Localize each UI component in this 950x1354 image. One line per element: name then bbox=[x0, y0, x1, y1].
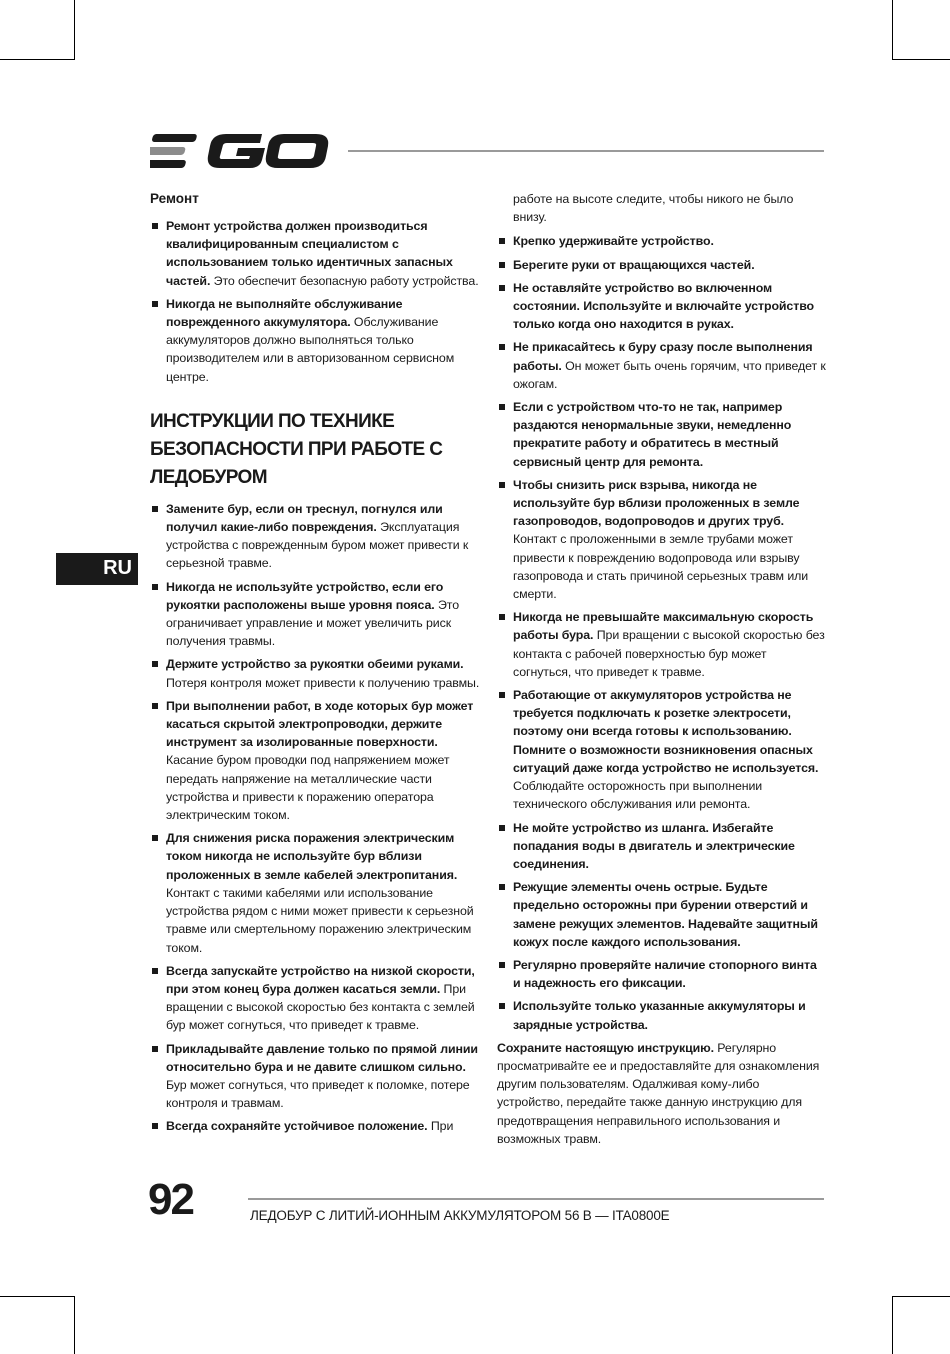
right-safety-list bbox=[497, 232, 827, 1033]
list-item bbox=[150, 829, 480, 956]
list-item-bold: При выполнении работ, в ходе которых бур может касаться скрытой электропроводки, держите инструмент за изолированные поверхности. bbox=[166, 698, 474, 750]
list-item bbox=[150, 500, 480, 573]
list-item-bold: Всегда сохраняйте устойчивое положение. bbox=[166, 1119, 428, 1134]
list-item bbox=[150, 578, 480, 651]
list-item-bold: Чтобы снизить риск взрыва, никогда не используйте бур вблизи проложенных в земле газопроводов, водопроводов и других труб. bbox=[513, 477, 800, 529]
list-item-bold: Прикладывайте давление только по прямой линии относительно бура и не давите слишком сильно. bbox=[166, 1041, 478, 1074]
list-item-text: Контакт с такими кабелями или использование устройства рядом с ними может привести к серьезной травме или смертельному поражению электрическим током. bbox=[166, 885, 474, 955]
list-item-text: Касание буром проводки под напряжением может передать напряжение на металлические части устройства и привести к поражению оператора электрическим током. bbox=[166, 753, 450, 823]
list-item bbox=[150, 1117, 480, 1135]
list-item bbox=[497, 476, 827, 603]
list-item bbox=[497, 956, 827, 992]
language-tab bbox=[56, 553, 138, 585]
list-item bbox=[497, 878, 827, 951]
list-item-bold: Никогда не выполняйте обслуживание поврежденного аккумулятора. bbox=[166, 296, 403, 330]
list-item-bold: Не оставляйте устройство во включенном состоянии. Используйте и включайте устройство только когда оно находится в руках. bbox=[513, 280, 815, 332]
list-item-text: Обслуживание аккумуляторов должно выполняться только производителем или в авторизованном сервисном центре. bbox=[166, 315, 455, 384]
footer-rule bbox=[248, 1198, 824, 1200]
list-item bbox=[497, 279, 827, 334]
ego-logo bbox=[150, 132, 330, 170]
list-item-bold: Не мойте устройство из шланга. Избегайте попадания воды в двигатель и электрические соединения. bbox=[513, 820, 795, 871]
list-item bbox=[150, 217, 480, 290]
list-item bbox=[497, 398, 827, 471]
header-rule bbox=[348, 150, 824, 152]
list-item bbox=[497, 608, 827, 681]
safety-list bbox=[150, 500, 480, 1136]
list-item-bold: Режущие элементы очень острые. Будьте предельно осторожны при бурении отверстий и замене режущих элементов. Надевайте защитный кожух после каждого использования. bbox=[513, 880, 818, 949]
list-item-text: Он может быть очень горячим, что приведет к ожогам. bbox=[513, 358, 826, 391]
list-item bbox=[497, 997, 827, 1033]
list-item-bold: Замените бур, если он треснул, погнулся или получил какие-либо повреждения. bbox=[166, 501, 443, 535]
list-item bbox=[497, 819, 827, 874]
crop-mark bbox=[892, 59, 950, 60]
list-item bbox=[150, 655, 480, 691]
list-item-bold: Берегите руки от вращающихся частей. bbox=[513, 257, 755, 272]
list-item-bold: Для снижения риска поражения электрическим током никогда не используйте бур вблизи проложенных в земле кабелей электропитания. bbox=[166, 831, 458, 882]
list-item-text: При bbox=[427, 1119, 454, 1134]
repair-list bbox=[150, 217, 480, 386]
footer-title: ЛЕДОБУР С ЛИТИЙ-ИОННЫМ АККУМУЛЯТОРОМ 56 В — ITA0800E bbox=[250, 1208, 670, 1223]
crop-mark bbox=[0, 59, 75, 60]
list-item-bold: Используйте только указанные аккумуляторы и зарядные устройства. bbox=[513, 999, 806, 1032]
list-item-bold: Крепко удерживайте устройство. bbox=[513, 234, 714, 249]
list-item-bold: Никогда не используйте устройство, если его рукоятки расположены выше уровня пояса. bbox=[166, 579, 444, 612]
crop-mark bbox=[0, 1296, 75, 1297]
list-item bbox=[150, 295, 480, 386]
list-item-text: При вращении с высокой скоростью без контакта с рабочей поверхностью бур может согнуться, что приведет к травме. bbox=[513, 628, 825, 679]
page-number: 92 bbox=[148, 1175, 193, 1224]
list-item bbox=[497, 232, 827, 250]
closing-bold: Сохраните настоящую инструкцию. bbox=[497, 1040, 714, 1055]
closing-paragraph bbox=[497, 1039, 827, 1148]
crop-mark bbox=[892, 0, 893, 60]
language-tab-label: RU bbox=[103, 557, 132, 579]
list-item bbox=[150, 962, 480, 1035]
list-item-text: Это ограничивает управление и может увеличить риск получения травмы. bbox=[166, 597, 460, 649]
crop-mark bbox=[74, 0, 75, 60]
crop-mark bbox=[892, 1296, 950, 1297]
list-item-text: Соблюдайте осторожность при выполнении технического обслуживания или ремонта. bbox=[513, 779, 763, 812]
list-item bbox=[497, 686, 827, 813]
list-item-text: При вращении с высокой скоростью без контакта с землей бур может согнуться, что приведет к травме. bbox=[166, 981, 475, 1033]
continued-text: работе на высоте следите, чтобы никого не было внизу. bbox=[513, 192, 794, 225]
list-item-text: Контакт с проложенными в земле трубами может привести к повреждению водопровода или взрыву газопровода и стать причиной серьезных травм или смерти. bbox=[513, 532, 809, 602]
list-item-bold: Никогда не превышайте максимальную скорость работы бура. bbox=[513, 610, 814, 643]
list-item-bold: Ремонт устройства должен производиться квалифицированным специалистом с использованием только идентичных запасных частей. bbox=[166, 219, 453, 288]
list-item bbox=[150, 1040, 480, 1113]
list-item bbox=[497, 256, 827, 274]
list-item-bold: Работающие от аккумуляторов устройства не требуется подключать к розетке электросети, поэтому они всегда готовы к использованию. Помните о возможности возникновения опасных ситуаций даже когда устройство не используется. bbox=[513, 688, 819, 775]
list-item-text: Эксплуатация устройства с поврежденным буром может привести к серьезной травме. bbox=[166, 520, 469, 571]
list-item-bold: Если с устройством что-то не так, например раздаются ненормальные звуки, немедленно прекратите работу и обратитесь в местный сервисный центр для ремонта. bbox=[513, 400, 792, 469]
list-item-text: Бур может согнуться, что приведет к поломке, потере контроля и травмам. bbox=[166, 1077, 470, 1111]
list-item-text: Это обеспечит безопасную работу устройства. bbox=[210, 273, 479, 288]
list-item-bold: Регулярно проверяйте наличие стопорного винта и надежность его фиксации. bbox=[513, 957, 817, 991]
crop-mark bbox=[74, 1296, 75, 1354]
left-column bbox=[150, 190, 480, 1141]
list-item bbox=[150, 697, 480, 824]
section-title-repair: Ремонт bbox=[150, 191, 199, 206]
list-item bbox=[497, 338, 827, 393]
list-item-bold: Не прикасайтесь к буру сразу после выполнения работы. bbox=[513, 340, 813, 373]
list-item-text: Потеря контроля может привести к получению травмы. bbox=[166, 675, 480, 690]
closing-text: Регулярно просматривайте ее и предоставляйте для ознакомления другим пользователям. Одалживая кому-либо устройство, передайте также данную инструкцию для предотвращения неправильного использования и возможных травм. bbox=[497, 1040, 820, 1146]
list-item-bold: Держите устройство за рукоятки обеими руками. bbox=[166, 657, 464, 672]
right-column bbox=[497, 190, 827, 1148]
crop-mark bbox=[892, 1296, 893, 1354]
list-item-bold: Всегда запускайте устройство на низкой скорости, при этом конец бура должен касаться земли. bbox=[166, 963, 475, 996]
safety-heading: ИНСТРУКЦИИ ПО ТЕХНИКЕ БЕЗОПАСНОСТИ ПРИ РАБОТЕ С ЛЕДОБУРОМ bbox=[150, 410, 443, 488]
